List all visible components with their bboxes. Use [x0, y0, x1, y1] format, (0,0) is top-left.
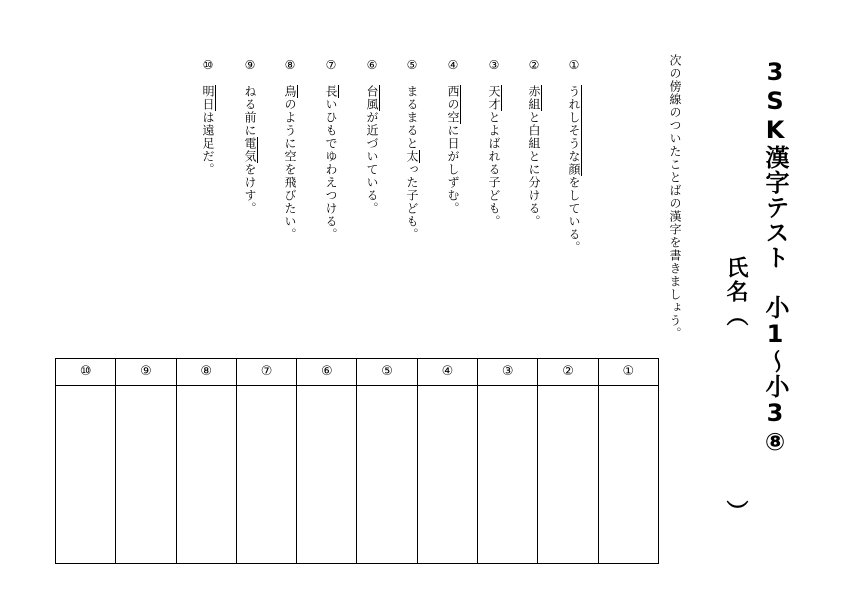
question-text-after: をけす。 [243, 163, 257, 215]
question-10 [200, 58, 216, 176]
question-number: ⑥ [365, 58, 379, 73]
answer-cell-label: ⑩ [56, 359, 115, 386]
answer-cell-label: ⑧ [177, 359, 236, 386]
question-underlined-word: 赤組 [527, 85, 541, 111]
answer-cell-label: ① [599, 359, 658, 386]
question-number: ⑧ [283, 58, 297, 73]
question-underlined-word: 明日 [201, 85, 215, 111]
answer-cell-label: ⑨ [116, 359, 175, 386]
question-number: ④ [446, 58, 460, 73]
answer-cell-10[interactable] [56, 359, 115, 563]
name-label: 氏名（ [723, 256, 748, 328]
question-2 [526, 58, 542, 228]
question-7 [323, 58, 339, 241]
question-text-before: ねる前に [243, 85, 257, 137]
answer-cell-1[interactable] [598, 359, 658, 563]
answer-cell-2[interactable] [537, 359, 597, 563]
question-number: ② [527, 58, 541, 73]
answer-space[interactable] [116, 386, 175, 563]
answer-cell-label: ④ [418, 359, 477, 386]
answer-space[interactable] [538, 386, 597, 563]
answer-space[interactable] [357, 386, 416, 563]
question-text-after: とよばれる子ども。 [487, 111, 501, 228]
answer-cell-label: ⑦ [237, 359, 296, 386]
question-text-after: が近づいている。 [365, 111, 379, 215]
answer-space[interactable] [56, 386, 115, 563]
answer-cell-label: ② [538, 359, 597, 386]
answer-space[interactable] [297, 386, 356, 563]
question-underlined-word: 台風 [365, 85, 379, 111]
question-8 [282, 58, 298, 241]
question-9 [242, 58, 258, 215]
question-underlined-word: 西の空 [446, 85, 460, 124]
answer-cell-4[interactable] [417, 359, 477, 563]
answer-cell-3[interactable] [477, 359, 537, 563]
question-number: ③ [487, 58, 501, 73]
question-underlined-word: 鳥 [283, 85, 297, 98]
question-5 [404, 58, 420, 241]
answer-cell-6[interactable] [296, 359, 356, 563]
question-4 [445, 58, 461, 215]
question-underlined-word: うれしそうな顔 [567, 85, 581, 176]
answer-space[interactable] [599, 386, 658, 563]
answer-cell-9[interactable] [115, 359, 175, 563]
question-number: ⑦ [324, 58, 338, 73]
answer-cell-5[interactable] [356, 359, 416, 563]
question-underlined-word: 長 [324, 85, 338, 98]
answer-cell-label: ③ [478, 359, 537, 386]
page-title: 3SK漢字テスト 小1〜小3⑧ [761, 58, 789, 457]
answer-space[interactable] [418, 386, 477, 563]
answer-cell-label: ⑥ [297, 359, 356, 386]
question-underlined-word: 太 [405, 150, 419, 163]
question-text-after: と白組とに分ける。 [527, 111, 541, 228]
answer-cell-label: ⑤ [357, 359, 416, 386]
answer-cell-7[interactable] [236, 359, 296, 563]
question-underlined-word: 天才 [487, 85, 501, 111]
name-close-paren: ） [723, 500, 748, 522]
question-6 [364, 58, 380, 215]
question-3 [486, 58, 502, 228]
question-number: ⑨ [243, 58, 257, 73]
question-number: ⑤ [405, 58, 419, 73]
answer-space[interactable] [237, 386, 296, 563]
question-text-before: まるまると [405, 85, 419, 150]
answer-space[interactable] [478, 386, 537, 563]
question-text-after: った子ども。 [405, 163, 419, 241]
question-text-after: のように空を飛びたい。 [283, 98, 297, 241]
question-number: ⑩ [201, 58, 215, 73]
question-text-after: は遠足だ。 [201, 111, 215, 176]
question-text-after: に日がしずむ。 [446, 124, 460, 215]
question-text-after: いひもでゆわえつける。 [324, 98, 338, 241]
question-text-after: をしている。 [567, 176, 581, 254]
answer-space[interactable] [177, 386, 236, 563]
answer-cell-8[interactable] [176, 359, 236, 563]
question-number: ① [567, 58, 581, 73]
question-underlined-word: 電気 [243, 137, 257, 163]
instructions: 次の傍線のついたことばの漢字を書きましょう。 [668, 54, 682, 340]
question-1 [566, 58, 582, 254]
answer-grid [55, 358, 659, 564]
